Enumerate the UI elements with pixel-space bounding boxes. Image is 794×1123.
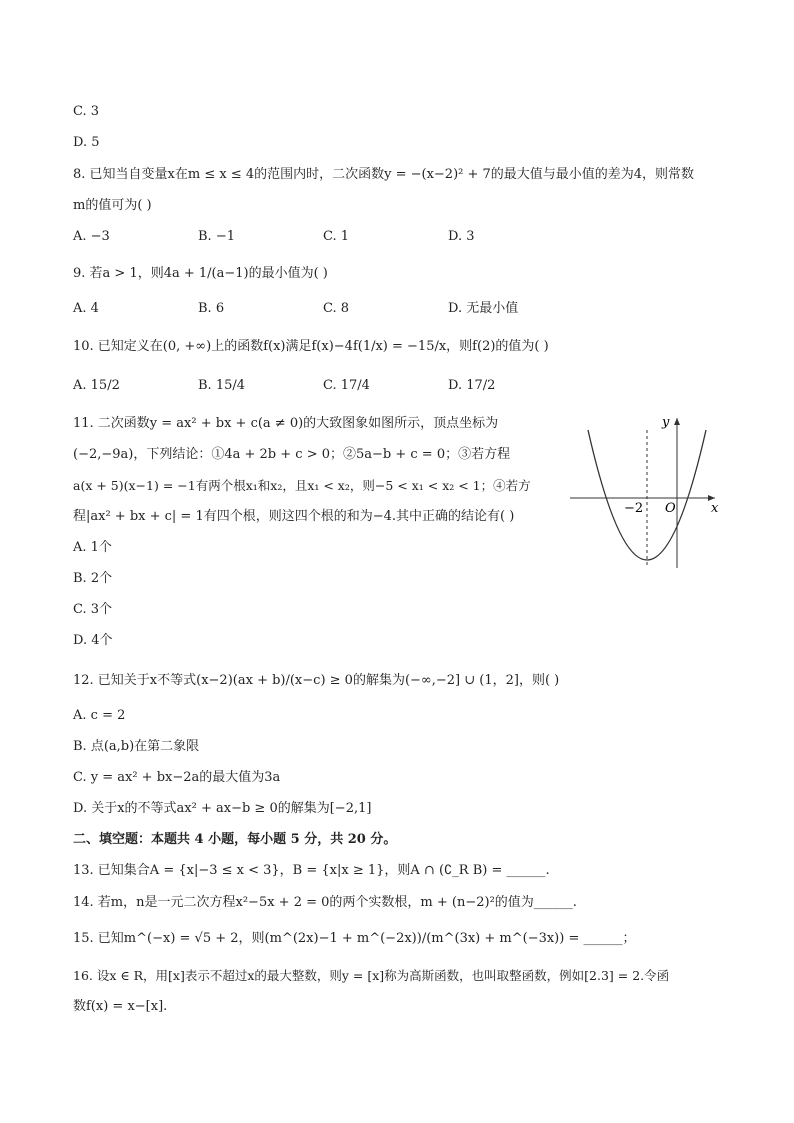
q8-option-c: C. 1 <box>323 229 350 244</box>
q11-stem-line2: (−2,−9a)，下列结论：①4a + 2b + c > 0；②5a−b + c = 0；③若方程 <box>73 447 511 462</box>
q10-option-a: A. 15/2 <box>73 378 120 393</box>
q13-stem: 13. 已知集合A = {x|−3 ≤ x < 3}，B = {x|x ≥ 1}，则A ∩ (∁_R B) = ______. <box>73 863 550 878</box>
q16-stem-line2: 数f(x) = x−[x]. <box>73 999 168 1014</box>
q8-stem-line1: 8. 已知当自变量x在m ≤ x ≤ 4的范围内时，二次函数y = −(x−2)² + 7的最大值与最小值的差为4，则常数 <box>73 167 695 182</box>
q10-option-c: C. 17/4 <box>323 378 370 393</box>
q12-option-b: B. 点(a,b)在第二象限 <box>73 739 200 754</box>
q11-option-a: A. 1个 <box>73 540 112 555</box>
q16-stem-line1: 16. 设x ∈ R，用[x]表示不超过x的最大整数，则y = [x]称为高斯函数，也叫取整函数，例如[2.3] = 2.令函 <box>73 968 670 983</box>
q12-option-c: C. y = ax² + bx−2a的最大值为3a <box>73 770 281 785</box>
q12-stem: 12. 已知关于x不等式(x−2)(ax + b)/(x−c) ≥ 0的解集为(−∞,−2] ∪ (1，2]，则( ) <box>73 673 560 688</box>
q10-stem: 10. 已知定义在(0, +∞)上的函数f(x)满足f(x)−4f(1/x) = −15/x，则f(2)的值为( ) <box>73 339 549 354</box>
q8-options <box>73 227 573 247</box>
q10-options <box>73 376 573 396</box>
tick-label-minus-2: −2 <box>624 501 644 516</box>
q8-option-d: D. 3 <box>448 229 475 244</box>
section-heading-fill-in: 二、填空题：本题共 4 小题，每小题 5 分，共 20 分。 <box>73 832 397 847</box>
q12-option-d: D. 关于x的不等式ax² + ax−b ≥ 0的解集为[−2,1] <box>73 801 372 816</box>
q9-option-d: D. 无最小值 <box>448 301 519 316</box>
y-axis-arrow <box>674 418 680 425</box>
q9-option-a: A. 4 <box>73 301 99 316</box>
q9-option-b: B. 6 <box>198 301 225 316</box>
q11-option-b: B. 2个 <box>73 571 113 586</box>
q11-stem-line4: 程|ax² + bx + c| = 1有四个根，则这四个根的和为−4.其中正确的结论有( ) <box>73 509 515 524</box>
q8-option-a: A. −3 <box>73 229 110 244</box>
q11-stem-line3: a(x + 5)(x−1) = −1有两个根x₁和x₂，且x₁ < x₂，则−5 < x₁ < x₂ < 1；④若方 <box>73 478 531 493</box>
q10-option-b: B. 15/4 <box>198 378 246 393</box>
q11-option-d: D. 4个 <box>73 633 113 648</box>
q10-option-d: D. 17/2 <box>448 378 496 393</box>
q11-option-c: C. 3个 <box>73 602 113 617</box>
q14-stem: 14. 若m，n是一元二次方程x²−5x + 2 = 0的两个实数根，m + (n−2)²的值为______. <box>73 895 577 910</box>
q9-stem: 9. 若a > 1，则4a + 1/(a−1)的最小值为( ) <box>73 266 328 281</box>
y-axis-label: y <box>662 415 670 430</box>
q15-stem: 15. 已知m^(−x) = √5 + 2，则(m^(2x)−1 + m^(−2x))/(m^(3x) + m^(−3x)) = ______； <box>73 931 636 946</box>
q11-stem-line1: 11. 二次函数y = ax² + bx + c(a ≠ 0)的大致图象如图所示，顶点坐标为 <box>73 416 499 431</box>
q12-option-a: A. c = 2 <box>73 708 126 723</box>
q8-stem-line2: m的值可为( ) <box>73 198 152 213</box>
origin-label: O <box>665 501 676 516</box>
q9-option-c: C. 8 <box>323 301 350 316</box>
q7-option-d: D. 5 <box>73 135 100 150</box>
q9-options <box>73 299 573 319</box>
q8-option-b: B. −1 <box>198 229 235 244</box>
q7-option-c: C. 3 <box>73 104 100 119</box>
q11-parabola-graph <box>570 410 720 570</box>
x-axis-label: x <box>711 501 719 516</box>
